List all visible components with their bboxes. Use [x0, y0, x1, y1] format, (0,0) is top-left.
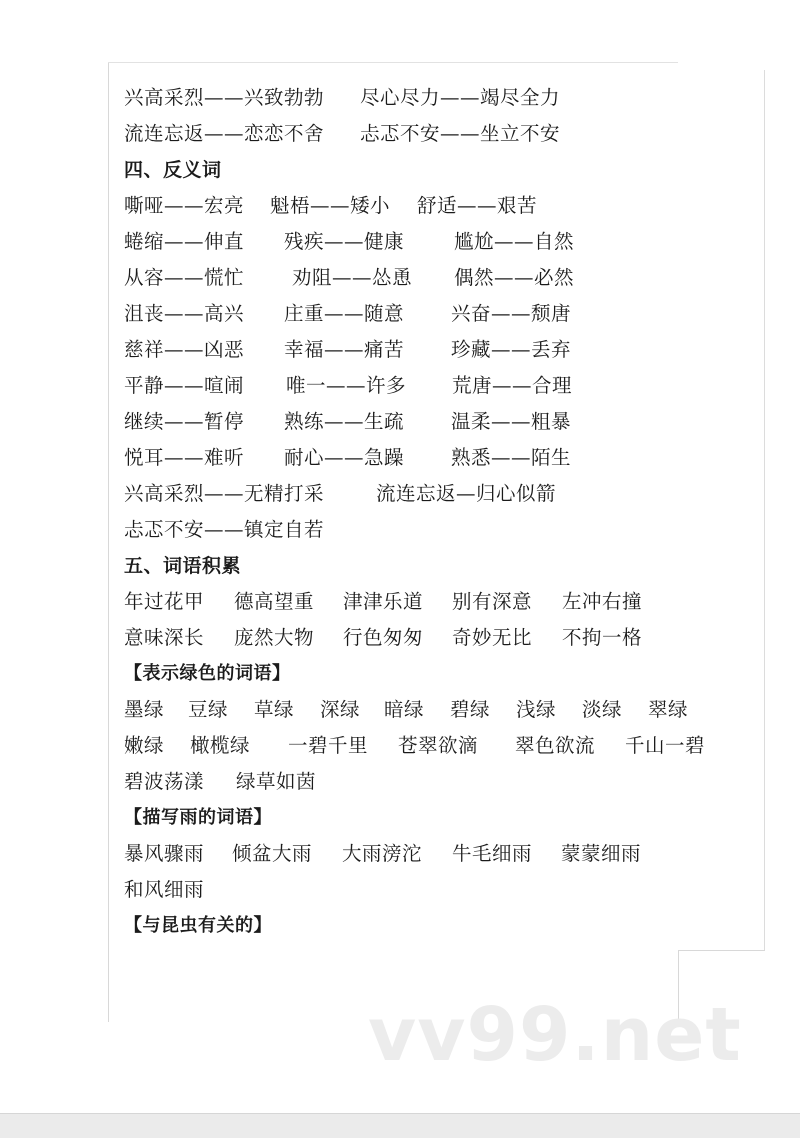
word-pair: 悦耳——难听: [124, 446, 245, 469]
word-pair: 熟练——生疏: [284, 410, 405, 433]
word-pair: 平静——喧闹: [124, 374, 245, 397]
section-heading-antonyms: 四、反义词: [124, 159, 222, 181]
idiom-line: [124, 620, 764, 656]
word-pair: 魁梧——矮小: [270, 194, 391, 217]
synonym-line: [124, 80, 764, 116]
word-pair: 沮丧——高兴: [124, 302, 245, 325]
word: 千山一碧: [625, 734, 706, 757]
watermark-text: vv99.net: [368, 992, 742, 1078]
idiom: 左冲右撞: [562, 590, 643, 613]
page-border-right: [764, 70, 765, 950]
word-pair: 兴高采烈——兴致勃勃: [124, 86, 325, 109]
word: 一碧千里: [288, 734, 369, 757]
subheading-insect-words: 【与昆虫有关的】: [124, 915, 272, 936]
word-pair: 兴奋——颓唐: [451, 302, 572, 325]
word-pair: 耐心——急躁: [284, 446, 405, 469]
word-pair: 熟悉——陌生: [451, 446, 572, 469]
word: 草绿: [254, 698, 295, 721]
section-heading-vocabulary: 五、词语积累: [124, 555, 242, 577]
word: 碧绿: [450, 698, 491, 721]
antonym-line: [124, 440, 764, 476]
page-border-top: [108, 62, 678, 63]
word-pair: 偶然——必然: [454, 266, 575, 289]
idiom: 别有深意: [452, 590, 533, 613]
antonym-line: [124, 512, 764, 548]
word: 大雨滂沱: [342, 842, 423, 865]
idiom: 庞然大物: [234, 626, 315, 649]
word-pair: 舒适——艰苦: [417, 194, 538, 217]
word: 暴风骤雨: [124, 842, 205, 865]
green-words-line: [124, 764, 764, 800]
word-pair: 从容——慌忙: [124, 266, 245, 289]
antonym-line: [124, 296, 764, 332]
antonym-line: [124, 476, 764, 512]
bottom-edge: [0, 1113, 800, 1138]
antonym-line: [124, 188, 764, 224]
word: 豆绿: [188, 698, 229, 721]
word: 嫩绿: [124, 734, 165, 757]
word-pair: 残疾——健康: [284, 230, 405, 253]
word-pair: 珍藏——丢弃: [451, 338, 572, 361]
word: 苍翠欲滴: [398, 734, 479, 757]
word: 碧波荡漾: [124, 770, 205, 793]
word: 橄榄绿: [190, 734, 251, 757]
word-pair: 温柔——粗暴: [451, 410, 572, 433]
subheading-green-words: 【表示绿色的词语】: [124, 663, 291, 684]
word-pair: 幸福——痛苦: [284, 338, 405, 361]
idiom: 意味深长: [124, 626, 205, 649]
antonym-line: [124, 224, 764, 260]
word: 暗绿: [384, 698, 425, 721]
green-words-line: [124, 728, 764, 764]
antonym-line: [124, 404, 764, 440]
word-pair: 流连忘返——恋恋不舍: [124, 122, 325, 145]
word: 蒙蒙细雨: [561, 842, 642, 865]
word-pair: 忐忑不安——镇定自若: [124, 518, 325, 541]
rain-words-line: [124, 872, 764, 908]
word-pair: 忐忑不安——坐立不安: [360, 122, 561, 145]
word: 深绿: [320, 698, 361, 721]
idiom-line: [124, 584, 764, 620]
word: 墨绿: [124, 698, 165, 721]
word-pair: 唯一——许多: [286, 374, 407, 397]
idiom: 德高望重: [234, 590, 315, 613]
idiom: 行色匆匆: [343, 626, 424, 649]
idiom: 奇妙无比: [452, 626, 533, 649]
word: 绿草如茵: [236, 770, 317, 793]
word-pair: 尽心尽力——竭尽全力: [360, 86, 561, 109]
antonym-line: [124, 332, 764, 368]
document-body: [124, 80, 764, 944]
word: 牛毛细雨: [452, 842, 533, 865]
word-pair: 荒唐——合理: [452, 374, 573, 397]
word-pair: 劝阻——怂恿: [292, 266, 413, 289]
idiom: 不拘一格: [562, 626, 643, 649]
word-pair: 慈祥——凶恶: [124, 338, 245, 361]
antonym-line: [124, 368, 764, 404]
word-pair: 庄重——随意: [284, 302, 405, 325]
word-pair: 继续——暂停: [124, 410, 245, 433]
page-border-inner-h: [678, 950, 765, 951]
word-pair: 尴尬——自然: [454, 230, 575, 253]
synonym-line: [124, 116, 764, 152]
word-pair: 流连忘返—归心似箭: [376, 482, 557, 505]
word: 翠色欲流: [515, 734, 596, 757]
rain-words-line: [124, 836, 764, 872]
word: 和风细雨: [124, 878, 205, 901]
green-words-line: [124, 692, 764, 728]
word: 淡绿: [582, 698, 623, 721]
word: 倾盆大雨: [232, 842, 313, 865]
antonym-line: [124, 260, 764, 296]
subheading-rain-words: 【描写雨的词语】: [124, 807, 272, 828]
word-pair: 嘶哑——宏亮: [124, 194, 245, 217]
idiom: 津津乐道: [343, 590, 424, 613]
word: 翠绿: [648, 698, 689, 721]
word-pair: 兴高采烈——无精打采: [124, 482, 325, 505]
page-border-left: [108, 62, 109, 1022]
word: 浅绿: [516, 698, 557, 721]
word-pair: 蜷缩——伸直: [124, 230, 245, 253]
idiom: 年过花甲: [124, 590, 205, 613]
